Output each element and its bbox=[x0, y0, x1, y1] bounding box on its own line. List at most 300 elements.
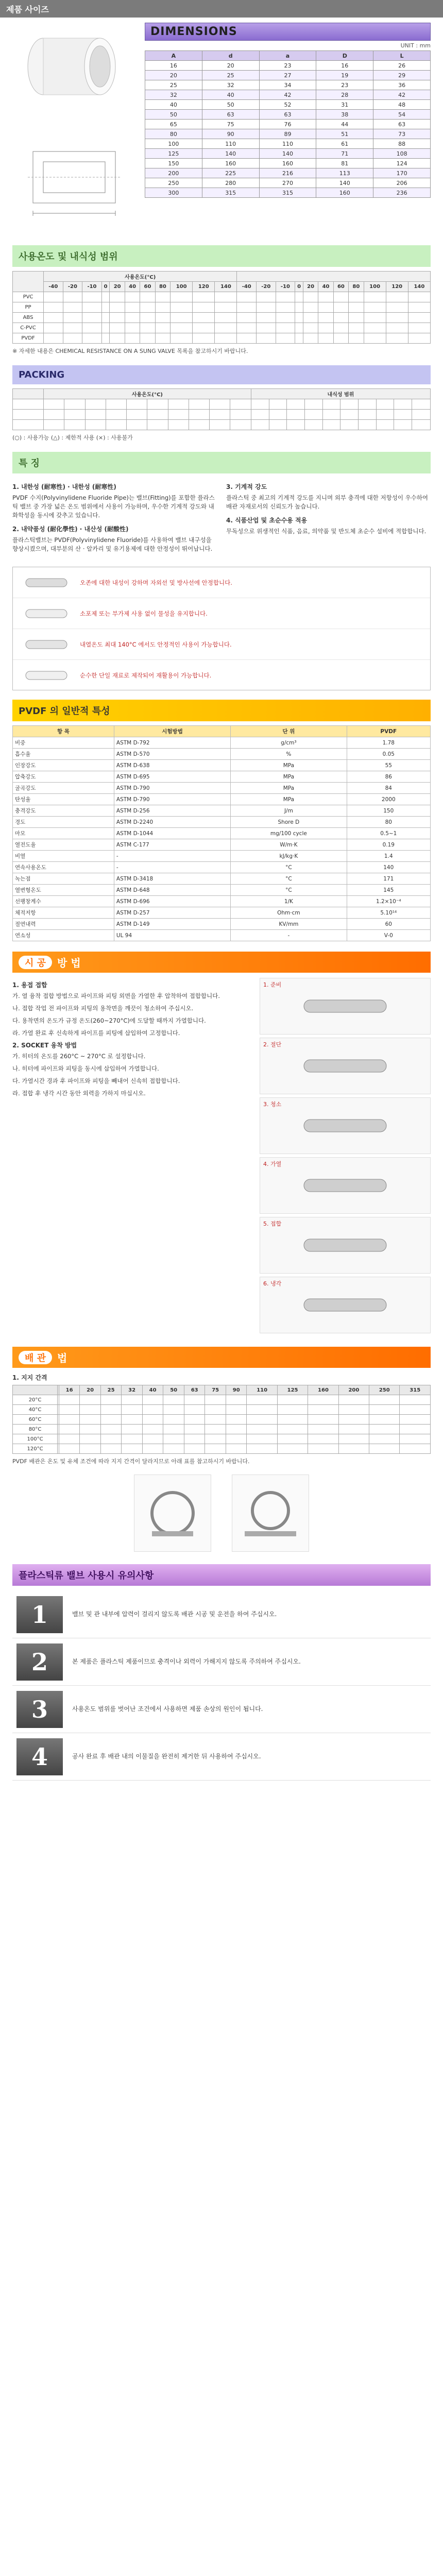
spacing-size-header: 315 bbox=[400, 1385, 431, 1395]
table-cell bbox=[394, 410, 412, 420]
table-cell bbox=[322, 410, 340, 420]
table-cell: 124 bbox=[373, 159, 431, 168]
product-size-header bbox=[0, 0, 443, 18]
table-cell bbox=[215, 292, 237, 302]
col-unit: 단 위 bbox=[231, 726, 347, 737]
feature-head: 1. 내한성 (耐寒性) · 내한성 (耐寒性) bbox=[12, 483, 116, 490]
table-cell: 160 bbox=[259, 159, 316, 168]
caution-text: 본 제품은 플라스틱 제품이므로 충격이나 외력이 가해지지 않도록 주의하여 주십시오. bbox=[72, 1658, 301, 1665]
table-cell bbox=[184, 1444, 205, 1454]
caution-number: 1 bbox=[16, 1596, 63, 1633]
table-cell bbox=[338, 1415, 369, 1425]
spacing-size-header: 110 bbox=[247, 1385, 277, 1395]
temp-label: 20°C bbox=[13, 1395, 58, 1405]
table-cell: 160 bbox=[316, 188, 373, 198]
dimensions-table-box bbox=[145, 23, 431, 239]
table-cell bbox=[340, 410, 359, 420]
table-cell bbox=[85, 420, 106, 430]
table-cell bbox=[304, 420, 322, 430]
table-cell bbox=[171, 323, 193, 333]
construction-title: 시 공 방 법 bbox=[12, 952, 431, 973]
step-label: 4. 가열 bbox=[263, 1161, 282, 1167]
table-cell bbox=[142, 1444, 163, 1454]
table-cell bbox=[295, 302, 303, 313]
table-cell bbox=[142, 1395, 163, 1405]
table-cell bbox=[400, 1405, 431, 1415]
table-cell: 23 bbox=[259, 61, 316, 71]
table-cell bbox=[277, 1395, 308, 1405]
table-row bbox=[13, 862, 431, 873]
table-cell bbox=[338, 1434, 369, 1444]
table-cell bbox=[333, 292, 348, 302]
table-cell bbox=[247, 1395, 277, 1405]
table-cell bbox=[257, 333, 276, 344]
table-row bbox=[13, 805, 431, 817]
table-cell: ASTM D-1044 bbox=[114, 828, 230, 839]
table-cell: 84 bbox=[347, 783, 430, 794]
temp-header: 100 bbox=[171, 282, 193, 292]
temp-header: 80 bbox=[155, 282, 170, 292]
table-cell: ASTM D-149 bbox=[114, 919, 230, 930]
table-row bbox=[13, 1415, 431, 1425]
table-cell bbox=[163, 1444, 184, 1454]
table-cell bbox=[318, 323, 333, 333]
table-cell bbox=[147, 410, 168, 420]
table-cell bbox=[163, 1395, 184, 1405]
table-cell: 110 bbox=[202, 139, 259, 149]
table-cell bbox=[59, 1415, 80, 1425]
table-cell: 열전도율 bbox=[13, 839, 114, 851]
table-cell: 140 bbox=[347, 862, 430, 873]
table-cell bbox=[349, 292, 364, 302]
table-cell bbox=[44, 333, 63, 344]
table-cell: 0.5~1 bbox=[347, 828, 430, 839]
col-nominal: A bbox=[145, 51, 202, 61]
table-cell bbox=[322, 420, 340, 430]
construction-step bbox=[260, 978, 431, 1035]
packing-title: PACKING bbox=[12, 365, 431, 384]
temp-header: 80 bbox=[349, 282, 364, 292]
table-cell bbox=[237, 313, 257, 323]
table-row bbox=[13, 794, 431, 805]
table-cell bbox=[44, 323, 63, 333]
table-cell bbox=[100, 1395, 122, 1405]
table-cell bbox=[251, 420, 269, 430]
table-cell: °C bbox=[231, 885, 347, 896]
table-cell: 32 bbox=[202, 80, 259, 90]
packing-right-header: 내식성 범위 bbox=[251, 389, 430, 399]
table-cell: ASTM D-570 bbox=[114, 749, 230, 760]
table-cell bbox=[226, 1425, 247, 1434]
temperature-header: 사용온도(°C) bbox=[44, 272, 237, 282]
pipe-icon bbox=[23, 572, 70, 593]
table-cell bbox=[295, 313, 303, 323]
table-cell bbox=[163, 1434, 184, 1444]
table-cell bbox=[101, 292, 110, 302]
temp-label: 40°C bbox=[13, 1405, 58, 1415]
table-cell bbox=[359, 420, 377, 430]
table-row bbox=[13, 919, 431, 930]
table-cell: ASTM D-790 bbox=[114, 794, 230, 805]
table-cell bbox=[80, 1415, 101, 1425]
table-cell: 86 bbox=[347, 771, 430, 783]
table-row bbox=[145, 139, 431, 149]
table-cell bbox=[276, 292, 295, 302]
step-image bbox=[294, 1284, 397, 1326]
table-cell bbox=[386, 313, 408, 323]
caution-item bbox=[12, 1733, 431, 1781]
temperature-resistance-title: 사용온도 및 내식성 범위 bbox=[12, 245, 431, 267]
table-cell: 16 bbox=[145, 61, 202, 71]
caution-list bbox=[12, 1591, 431, 1781]
table-cell bbox=[155, 292, 170, 302]
pipe-icon bbox=[23, 665, 70, 686]
table-cell: 206 bbox=[373, 178, 431, 188]
table-cell bbox=[349, 333, 364, 344]
table-cell bbox=[400, 1395, 431, 1405]
table-cell bbox=[125, 313, 140, 323]
table-cell bbox=[412, 399, 431, 410]
table-cell bbox=[340, 399, 359, 410]
temperature-table bbox=[12, 271, 431, 344]
table-cell bbox=[44, 302, 63, 313]
table-cell bbox=[277, 1425, 308, 1434]
table-cell: 연속사용온도 bbox=[13, 862, 114, 873]
section-title: 제품 사이즈 bbox=[6, 4, 49, 14]
table-cell bbox=[226, 1415, 247, 1425]
table-cell bbox=[122, 1434, 143, 1444]
table-cell bbox=[408, 323, 430, 333]
table-cell: 1/K bbox=[231, 896, 347, 907]
table-row bbox=[145, 90, 431, 100]
temp-header: -10 bbox=[82, 282, 102, 292]
table-cell: 0.19 bbox=[347, 839, 430, 851]
col-value: PVDF bbox=[347, 726, 430, 737]
spec-lines-box bbox=[12, 567, 431, 690]
table-cell: ASTM D-3418 bbox=[114, 873, 230, 885]
table-cell bbox=[277, 1434, 308, 1444]
support-bracket-image bbox=[232, 1475, 309, 1552]
table-cell bbox=[338, 1444, 369, 1454]
spacing-size-header: 75 bbox=[205, 1385, 226, 1395]
table-cell: MPa bbox=[231, 760, 347, 771]
table-cell: ASTM D-648 bbox=[114, 885, 230, 896]
table-cell bbox=[215, 302, 237, 313]
table-cell bbox=[308, 1425, 338, 1434]
table-cell: 탄성율 bbox=[13, 794, 114, 805]
table-cell bbox=[230, 420, 251, 430]
spec-line: 오존에 대한 내성이 강하며 자외선 및 방사선에 안정합니다. bbox=[13, 567, 430, 598]
table-cell bbox=[125, 323, 140, 333]
table-cell bbox=[210, 410, 230, 420]
temp-label: 80°C bbox=[13, 1425, 58, 1434]
table-cell bbox=[408, 333, 430, 344]
table-cell bbox=[295, 292, 303, 302]
table-row bbox=[145, 149, 431, 159]
table-cell: 110 bbox=[259, 139, 316, 149]
table-row bbox=[145, 100, 431, 110]
table-cell bbox=[64, 420, 85, 430]
table-cell bbox=[237, 323, 257, 333]
table-cell: ASTM D-638 bbox=[114, 760, 230, 771]
table-cell bbox=[125, 302, 140, 313]
table-cell bbox=[100, 1415, 122, 1425]
table-cell: 280 bbox=[202, 178, 259, 188]
table-cell: mg/100 cycle bbox=[231, 828, 347, 839]
temp-header: 100 bbox=[364, 282, 386, 292]
table-cell: 열변형온도 bbox=[13, 885, 114, 896]
table-cell bbox=[44, 399, 64, 410]
table-cell bbox=[100, 1425, 122, 1434]
table-cell bbox=[215, 313, 237, 323]
table-cell bbox=[333, 323, 348, 333]
table-cell bbox=[168, 420, 189, 430]
table-cell bbox=[80, 1444, 101, 1454]
table-cell: ASTM D-790 bbox=[114, 783, 230, 794]
table-cell bbox=[189, 399, 209, 410]
packing-table bbox=[12, 388, 431, 430]
table-cell bbox=[82, 292, 102, 302]
table-cell bbox=[247, 1405, 277, 1415]
spacing-size-header: 160 bbox=[308, 1385, 338, 1395]
table-cell: 54 bbox=[373, 110, 431, 120]
table-cell: 36 bbox=[373, 80, 431, 90]
construction-intro: 1. 용접 접합 bbox=[12, 981, 47, 989]
table-cell bbox=[400, 1434, 431, 1444]
table-cell bbox=[257, 313, 276, 323]
table-row bbox=[13, 302, 431, 313]
table-cell: 145 bbox=[347, 885, 430, 896]
table-cell: 88 bbox=[373, 139, 431, 149]
table-cell bbox=[142, 1425, 163, 1434]
table-cell: °C bbox=[231, 862, 347, 873]
table-cell bbox=[184, 1405, 205, 1415]
table-cell: 315 bbox=[202, 188, 259, 198]
table-cell bbox=[127, 420, 147, 430]
col-L: L bbox=[373, 51, 431, 61]
table-cell: 1.4 bbox=[347, 851, 430, 862]
table-cell: 선팽창계수 bbox=[13, 896, 114, 907]
table-cell bbox=[318, 333, 333, 344]
table-row bbox=[13, 1444, 431, 1454]
table-cell bbox=[303, 292, 318, 302]
table-row bbox=[13, 1395, 431, 1405]
table-cell bbox=[193, 302, 215, 313]
table-cell bbox=[394, 420, 412, 430]
table-cell: 270 bbox=[259, 178, 316, 188]
caution-item bbox=[12, 1686, 431, 1733]
dimensions-unit: UNIT : mm bbox=[400, 42, 431, 49]
table-row bbox=[13, 851, 431, 862]
table-cell: 25 bbox=[202, 71, 259, 80]
temp-label: 60°C bbox=[13, 1415, 58, 1425]
table-cell bbox=[408, 302, 430, 313]
table-cell: 42 bbox=[259, 90, 316, 100]
table-cell: 경도 bbox=[13, 817, 114, 828]
table-cell bbox=[277, 1415, 308, 1425]
table-cell bbox=[226, 1444, 247, 1454]
table-cell bbox=[359, 410, 377, 420]
table-row bbox=[13, 783, 431, 794]
caution-title: 플라스틱류 밸브 사용시 유의사항 bbox=[12, 1564, 431, 1586]
table-cell bbox=[163, 1415, 184, 1425]
table-row bbox=[145, 61, 431, 71]
table-cell bbox=[376, 420, 394, 430]
table-row bbox=[145, 159, 431, 168]
table-cell bbox=[155, 313, 170, 323]
table-cell bbox=[322, 399, 340, 410]
table-cell: 73 bbox=[373, 129, 431, 139]
table-cell bbox=[303, 333, 318, 344]
table-cell bbox=[287, 410, 305, 420]
install-title: 배 관 법 bbox=[12, 1347, 431, 1368]
table-cell bbox=[364, 292, 386, 302]
table-cell bbox=[122, 1405, 143, 1415]
table-cell bbox=[101, 302, 110, 313]
table-cell bbox=[226, 1405, 247, 1415]
table-row bbox=[13, 420, 431, 430]
table-cell bbox=[64, 410, 85, 420]
table-cell bbox=[110, 313, 125, 323]
table-cell: 100 bbox=[145, 139, 202, 149]
table-cell bbox=[251, 399, 269, 410]
table-cell bbox=[205, 1444, 226, 1454]
table-cell bbox=[63, 292, 82, 302]
table-cell: 체적저항 bbox=[13, 907, 114, 919]
table-cell bbox=[142, 1405, 163, 1415]
table-cell: 90 bbox=[202, 129, 259, 139]
table-cell bbox=[44, 313, 63, 323]
table-cell bbox=[338, 1395, 369, 1405]
step-image bbox=[294, 1165, 397, 1206]
table-cell: - bbox=[114, 862, 230, 873]
spec-line: 내열온도 최대 140°C 에서도 안정적인 사용이 가능합니다. bbox=[13, 629, 430, 660]
table-cell: % bbox=[231, 749, 347, 760]
table-cell bbox=[386, 323, 408, 333]
temp-header: 20 bbox=[110, 282, 125, 292]
table-cell bbox=[155, 333, 170, 344]
temp-header: -20 bbox=[257, 282, 276, 292]
table-cell bbox=[13, 420, 44, 430]
table-row bbox=[13, 1405, 431, 1415]
table-cell bbox=[304, 399, 322, 410]
temp-header: 40 bbox=[318, 282, 333, 292]
table-cell: kJ/kg·K bbox=[231, 851, 347, 862]
table-cell bbox=[147, 420, 168, 430]
table-row bbox=[13, 737, 431, 749]
table-cell: 160 bbox=[202, 159, 259, 168]
spacing-size-header: 25 bbox=[100, 1385, 122, 1395]
temp-label: 120°C bbox=[13, 1444, 58, 1454]
step-image bbox=[294, 986, 397, 1027]
feature-head: 2. 내약품성 (耐化學性) · 내산성 (耐酸性) bbox=[12, 526, 129, 533]
table-cell bbox=[269, 420, 287, 430]
table-cell: 300 bbox=[145, 188, 202, 198]
table-cell: 충격강도 bbox=[13, 805, 114, 817]
table-cell bbox=[215, 323, 237, 333]
table-cell bbox=[376, 399, 394, 410]
construction-step bbox=[260, 1277, 431, 1333]
dimensions-table bbox=[145, 50, 431, 198]
table-cell bbox=[106, 410, 126, 420]
table-cell: 50 bbox=[202, 100, 259, 110]
table-cell bbox=[80, 1405, 101, 1415]
table-cell bbox=[369, 1425, 400, 1434]
step-image bbox=[294, 1225, 397, 1266]
spec-line: 소포제 또는 부가제 사용 없이 물성을 유지합니다. bbox=[13, 598, 430, 629]
dimension-drawing bbox=[18, 126, 131, 229]
material-label: PP bbox=[13, 302, 44, 313]
table-row bbox=[13, 771, 431, 783]
material-label: PVDF bbox=[13, 333, 44, 344]
table-row bbox=[145, 188, 431, 198]
table-cell: MPa bbox=[231, 783, 347, 794]
step-label: 1. 준비 bbox=[263, 981, 282, 988]
col-method: 시험방법 bbox=[114, 726, 230, 737]
temp-header: -40 bbox=[237, 282, 257, 292]
table-cell bbox=[230, 410, 251, 420]
table-cell bbox=[205, 1434, 226, 1444]
table-cell: 2000 bbox=[347, 794, 430, 805]
pipe-icon bbox=[23, 634, 70, 655]
table-row bbox=[145, 110, 431, 120]
temp-header: 60 bbox=[333, 282, 348, 292]
table-cell bbox=[44, 410, 64, 420]
table-cell: 29 bbox=[373, 71, 431, 80]
table-row bbox=[13, 817, 431, 828]
table-cell bbox=[205, 1415, 226, 1425]
table-cell bbox=[269, 399, 287, 410]
table-cell: 20 bbox=[202, 61, 259, 71]
table-cell: 150 bbox=[145, 159, 202, 168]
table-cell bbox=[349, 313, 364, 323]
table-cell: ASTM C-177 bbox=[114, 839, 230, 851]
table-cell bbox=[127, 399, 147, 410]
table-cell bbox=[237, 333, 257, 344]
table-cell bbox=[63, 313, 82, 323]
temp-header: -40 bbox=[44, 282, 63, 292]
step-label: 5. 접합 bbox=[263, 1221, 282, 1227]
pvdf-properties-title: PVDF 의 일반적 특성 bbox=[12, 700, 431, 721]
temp-header: 140 bbox=[408, 282, 430, 292]
table-cell bbox=[338, 1405, 369, 1415]
temp-header: 40 bbox=[125, 282, 140, 292]
table-cell bbox=[287, 399, 305, 410]
table-cell bbox=[80, 1434, 101, 1444]
table-cell bbox=[276, 302, 295, 313]
col-D: D bbox=[316, 51, 373, 61]
table-cell bbox=[85, 410, 106, 420]
temp-header: -20 bbox=[63, 282, 82, 292]
table-cell: ASTM D-696 bbox=[114, 896, 230, 907]
features-right bbox=[226, 479, 431, 558]
dimensions-title: DIMENSIONS bbox=[145, 23, 431, 41]
table-cell bbox=[100, 1405, 122, 1415]
table-cell bbox=[369, 1415, 400, 1425]
table-row bbox=[13, 410, 431, 420]
col-d: d bbox=[202, 51, 259, 61]
table-cell bbox=[369, 1434, 400, 1444]
table-cell bbox=[369, 1395, 400, 1405]
table-cell: 비열 bbox=[13, 851, 114, 862]
table-cell bbox=[163, 1425, 184, 1434]
table-cell bbox=[376, 410, 394, 420]
table-cell bbox=[80, 1395, 101, 1405]
table-cell bbox=[364, 302, 386, 313]
material-label: PVC bbox=[13, 292, 44, 302]
features-left bbox=[12, 479, 217, 558]
temp-label: 100°C bbox=[13, 1434, 58, 1444]
